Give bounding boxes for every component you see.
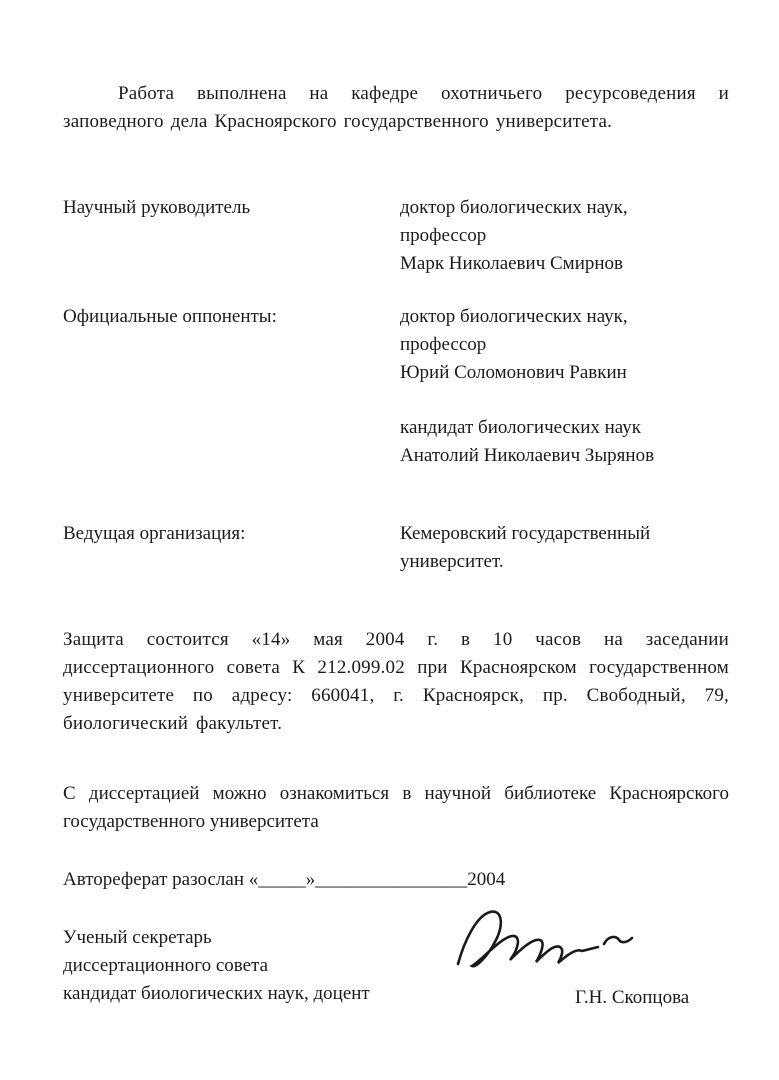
secretary-line1: Ученый секретарь	[63, 927, 212, 948]
supervisor-details	[400, 194, 729, 278]
secretary-block	[63, 924, 729, 1054]
leading-organization-row	[63, 520, 729, 576]
signature-icon	[448, 902, 638, 987]
opponent1-name-line: Юрий Соломонович Равкин	[400, 362, 627, 383]
secretary-line2: диссертационного совета	[63, 955, 269, 976]
leading-organization-line1: Кемеровский государственный	[400, 523, 651, 544]
intro-paragraph: Работа выполнена на кафедре охотничьего ресурсоведения и заповедного дела Красноярского государственного университета.	[63, 83, 729, 132]
leading-organization-details	[400, 520, 729, 576]
opponents-label: Официальные оппоненты:	[63, 306, 277, 327]
opponents-spacer	[400, 387, 729, 414]
library-paragraph: С диссертацией можно ознакомиться в научной библиотеке Красноярского государственного университета	[63, 783, 729, 832]
secretary-line3: кандидат биологических наук, доцент	[63, 983, 370, 1004]
supervisor-row	[63, 194, 729, 278]
opponent2-degree-line: кандидат биологических наук	[400, 417, 641, 438]
opponent1-degree-line: доктор биологических наук,	[400, 306, 628, 327]
opponents-row	[63, 303, 729, 470]
opponent2-name-line: Анатолий Николаевич Зырянов	[400, 445, 655, 466]
supervisor-name-line: Марк Николаевич Смирнов	[400, 253, 624, 274]
supervisor-label: Научный руководитель	[63, 197, 251, 218]
supervisor-title-line: профессор	[400, 225, 487, 246]
supervisor-degree-line: доктор биологических наук,	[400, 197, 628, 218]
opponents-details	[400, 303, 729, 470]
secretary-signature-name: Г.Н. Скопцова	[575, 987, 690, 1008]
leading-organization-label: Ведущая организация:	[63, 523, 246, 544]
abstract-sent-line: Автореферат разослан «_____»________________2004	[63, 869, 506, 890]
defense-paragraph: Защита состоится «14» мая 2004 г. в 10 часов на заседании диссертационного совета К 212.099.02 при Красноярском государственном университете по адресу: 660041, г. Красноярск, пр. Свободный, 79, биологический факультет.	[63, 629, 729, 734]
leading-organization-line2: университет.	[400, 551, 504, 572]
opponent1-title-line: профессор	[400, 334, 487, 355]
